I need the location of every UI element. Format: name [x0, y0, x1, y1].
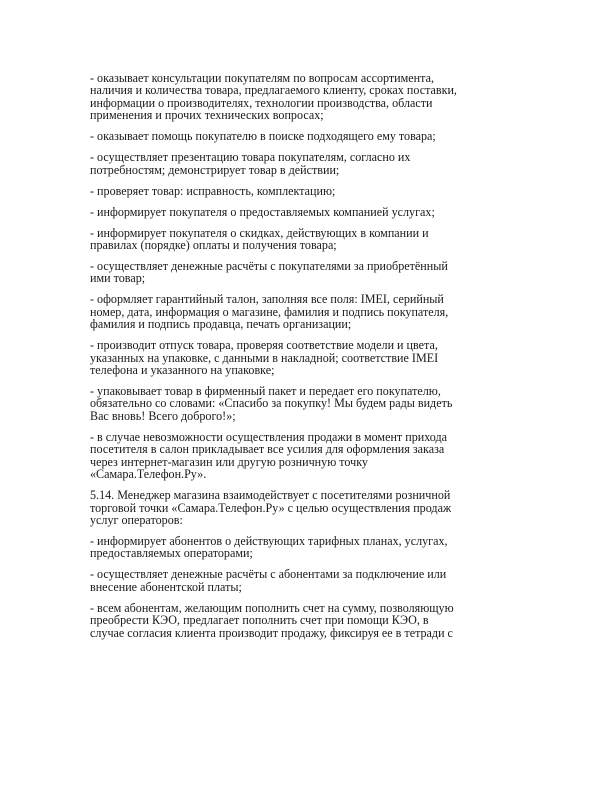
text-line: ими товар;	[90, 271, 146, 286]
text-line: - в случае невозможности осуществления продажи в момент прихода	[90, 429, 448, 444]
text-line: услуг операторов:	[90, 512, 183, 527]
paragraph	[90, 385, 522, 422]
text-line: внесение абонентской платы;	[90, 579, 242, 594]
text-line: случае согласия клиента производит продажу, фиксируя ее в тетради с	[90, 625, 453, 640]
text-line: - информирует покупателя о скидках, действующих в компании и	[90, 225, 429, 240]
paragraph	[90, 260, 522, 285]
paragraph	[90, 72, 522, 122]
text-line: через интернет-магазин или другую розничную точку	[90, 454, 368, 469]
text-line: «Самара.Телефон.Ру».	[90, 467, 207, 482]
paragraph	[90, 339, 522, 376]
text-line: предоставляемых операторами;	[90, 546, 253, 561]
paragraph	[90, 151, 522, 176]
text-line: - осуществляет денежные расчёты с абонентами за подключение или	[90, 567, 447, 582]
text-line: - производит отпуск товара, проверяя соответствие модели и цвета,	[90, 338, 438, 353]
text-line: Вас вновь! Всего доброго!»;	[90, 408, 236, 423]
text-line: телефона и указанного на упаковке;	[90, 363, 275, 378]
paragraph	[90, 185, 522, 197]
text-line: потребностям; демонстрирует товар в действии;	[90, 162, 340, 177]
paragraph	[90, 206, 522, 218]
text-line: торговой точки «Самара.Телефон.Ру» с целью осуществления продаж	[90, 500, 452, 515]
text-line: информации о производителях, технологии производства, области	[90, 95, 433, 110]
document-body	[90, 72, 522, 648]
paragraph	[90, 293, 522, 330]
text-line: указанных на упаковке, с данными в накладной; соответствие IMEI	[90, 350, 439, 365]
paragraph	[90, 130, 522, 142]
text-line: - оформляет гарантийный талон, заполняя все поля: IMEI, серийный	[90, 292, 444, 307]
paragraph	[90, 535, 522, 560]
text-line: преобрести КЭО, предлагает пополнить счет при помощи КЭО, в	[90, 613, 429, 628]
text-line: посетителя в салон прикладывает все усилия для оформления заказа	[90, 442, 445, 457]
text-line: применения и прочих технических вопросах;	[90, 108, 324, 123]
text-line: - всем абонентам, желающим пополнить счет на сумму, позволяющую	[90, 600, 454, 615]
paragraph	[90, 602, 522, 639]
text-line: - информирует покупателя о предоставляемых компанией услугах;	[90, 204, 435, 219]
text-line: правилах (порядке) оплаты и получения товара;	[90, 238, 337, 253]
text-line: - осуществляет денежные расчёты с покупателями за приобретённый	[90, 259, 448, 274]
paragraph	[90, 568, 522, 593]
text-line: - упаковывает товар в фирменный пакет и передает его покупателю,	[90, 384, 441, 399]
text-line: фамилия и подпись продавца, печать организации;	[90, 317, 352, 332]
section-paragraph	[90, 489, 522, 526]
text-line: 5.14. Менеджер магазина взаимодействует с посетителями розничной	[90, 488, 451, 503]
text-line: - оказывает консультации покупателям по вопросам ассортимента,	[90, 71, 434, 85]
text-line: - информирует абонентов о действующих тарифных планах, услугах,	[90, 533, 448, 548]
text-line: - оказывает помощь покупателю в поиске подходящего ему товара;	[90, 129, 436, 144]
paragraph	[90, 431, 522, 481]
paragraph	[90, 227, 522, 252]
text-line: - осуществляет презентацию товара покупателям, согласно их	[90, 150, 411, 165]
text-line: номер, дата, информация о магазине, фамилия и подпись покупателя,	[90, 304, 449, 319]
text-line: наличия и количества товара, предлагаемого клиенту, сроках поставки,	[90, 83, 457, 98]
text-line: обязательно со словами: «Спасибо за покупку! Мы будем рады видеть	[90, 396, 453, 411]
text-line: - проверяет товар: исправность, комплектацию;	[90, 183, 336, 198]
